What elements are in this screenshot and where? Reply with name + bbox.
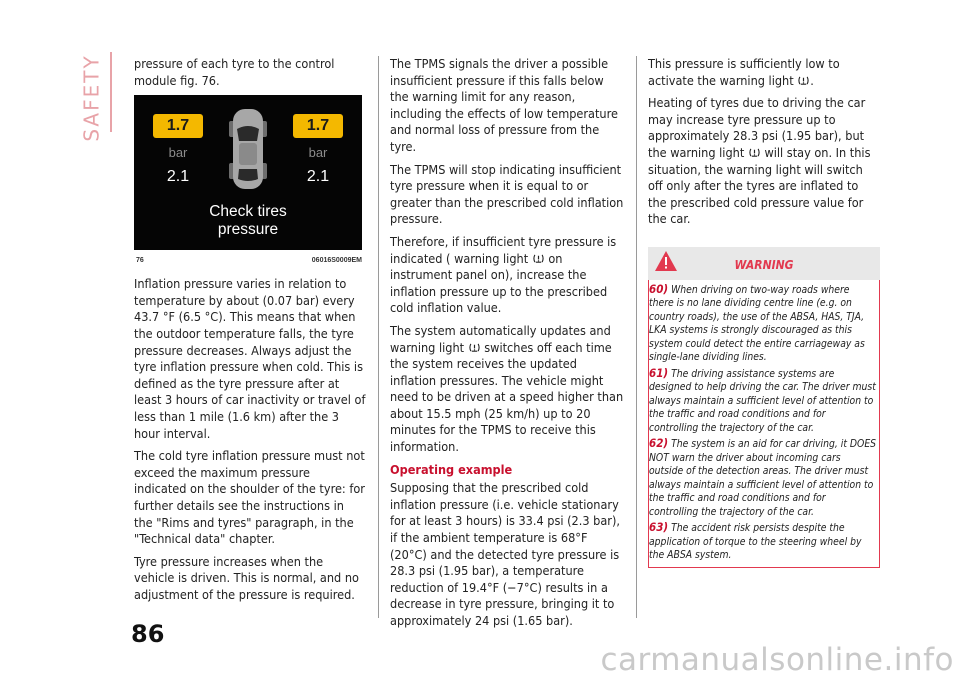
front-right-unit: bar xyxy=(308,145,328,161)
rear-left-pressure: 2.1 xyxy=(166,168,190,186)
paragraph: Heating of tyres due to driving the car may increase tyre pressure up to approximately 28.3 psi (1.95 bar), but the warning light will stay on. In this situation, the warning light will switch off only after the tyres are inflated to the prescribed cold pressure value for the car. xyxy=(648,95,871,227)
paragraph: Supposing that the prescribed cold inflation pressure (i.e. vehicle stationary for at least 3 hours) is 33.4 psi (2.3 bar), if the ambient temperature is 68°F (20°C) and the detected tyre pressure is 28.3 psi (1.95 bar), a temperature reduction of 19.4°F (−7°C) results in a decrease in tyre pressure, bringing it to approximately 24 psi (1.65 bar). xyxy=(390,480,620,628)
paragraph: The cold tyre inflation pressure must not exceed the maximum pressure indicated on the shoulder of the tyre: for further details see the instructions in the "Rims and tyres" paragraph, in the "Technical data" chapter. xyxy=(134,448,365,547)
warning-item: 63) The accident risk persists despite the application of torque to the steering wheel by the ABSA system. xyxy=(649,520,862,562)
warning-title: WARNING xyxy=(734,257,794,272)
page-number: 86 xyxy=(131,620,165,648)
column-2 xyxy=(390,56,624,636)
paragraph: The TPMS will stop indicating insufficient tyre pressure when it is equal to or greater than the prescribed cold inflation pressure. xyxy=(390,161,624,227)
column-divider xyxy=(636,56,637,618)
check-tires-line-1: Check tires xyxy=(209,203,287,221)
warning-item: 62) The system is an aid for car driving, it DOES NOT warn the driver about incoming cars outside of the detection areas. The driver must always maintain a sufficient level of attention to the traffic and road conditions and for controlling the trajectory of the car. xyxy=(649,436,877,518)
warning-box xyxy=(648,280,880,568)
paragraph: Inflation pressure varies in relation to temperature by about (0.07 bar) every 43.7 °F (6.5 °C). This means that when the outdoor temperature falls, the tyre pressure decreases. Always adjust the tyre inflation pressure when cold. This is defined as the tyre pressure after at least 3 hours of car inactivity or travel of less than 1 mile (1.6 km) after the 3 hour interval. xyxy=(134,276,366,441)
front-left-unit: bar xyxy=(168,145,188,161)
tpms-warning-icon xyxy=(533,253,544,264)
tpms-warning-icon xyxy=(469,342,480,353)
warning-item: 60) When driving on two-way roads where there is no lane dividing centre line (e.g. on country roads), the use of the ABSA, HAS, TJA, LKA systems is strongly discouraged as this system could detect the entire carriageway as single-lane dividing lines. xyxy=(649,281,865,364)
check-tires-message xyxy=(134,203,362,239)
section-tab xyxy=(79,54,106,144)
check-tires-line-2: pressure xyxy=(217,221,279,239)
front-left-pressure: 1.7 xyxy=(153,114,203,138)
section-tab-label: SAFETY xyxy=(79,54,104,142)
warning-header xyxy=(648,247,880,280)
warning-item: 61) The driving assistance systems are designed to help driving the car. The driver must always maintain a sufficient level of attention to the traffic and road conditions and for controlling the trajectory of the car. xyxy=(649,365,876,434)
paragraph: This pressure is sufficiently low to activate the warning light . xyxy=(648,56,840,88)
intro-text: pressure of each tyre to the control module fig. 76. xyxy=(134,56,335,88)
tpms-warning-icon xyxy=(749,147,760,158)
paragraph: The TPMS signals the driver a possible insufficient pressure if this falls below the warning limit for any reason, including the effects of low temperature and normal loss of pressure from the tyre. xyxy=(390,56,618,154)
car-top-view-icon xyxy=(228,107,268,191)
figure-number: 76 xyxy=(136,257,144,265)
figure-code: 06016S0009EM xyxy=(311,257,362,265)
column-divider xyxy=(378,56,379,618)
tpms-display-figure xyxy=(134,95,362,250)
figure-caption xyxy=(134,253,362,267)
operating-example-heading: Operating example xyxy=(390,461,513,477)
watermark: carmanualsonline.info xyxy=(600,642,954,678)
section-tab-rule xyxy=(110,52,112,132)
paragraph: The system automatically updates and warning light switches off each time the system receives the updated inflation pressures. The vehicle might need to be driven at a speed higher than about 15.5 mph (25 km/h) up to 20 minutes for the TPMS to receive this information. xyxy=(390,322,624,455)
front-right-pressure: 1.7 xyxy=(293,114,343,138)
paragraph: Therefore, if insufficient tyre pressure is indicated ( warning light on instrument panel on), increase the inflation pressure up to the prescribed cold inflation value. xyxy=(390,233,617,316)
paragraph: Tyre pressure increases when the vehicle is driven. This is normal, and no adjustment of the pressure is required. xyxy=(134,553,359,602)
column-3 xyxy=(648,56,880,568)
column-1 xyxy=(134,56,366,609)
rear-right-pressure: 2.1 xyxy=(306,168,330,186)
tpms-warning-icon xyxy=(798,75,809,86)
